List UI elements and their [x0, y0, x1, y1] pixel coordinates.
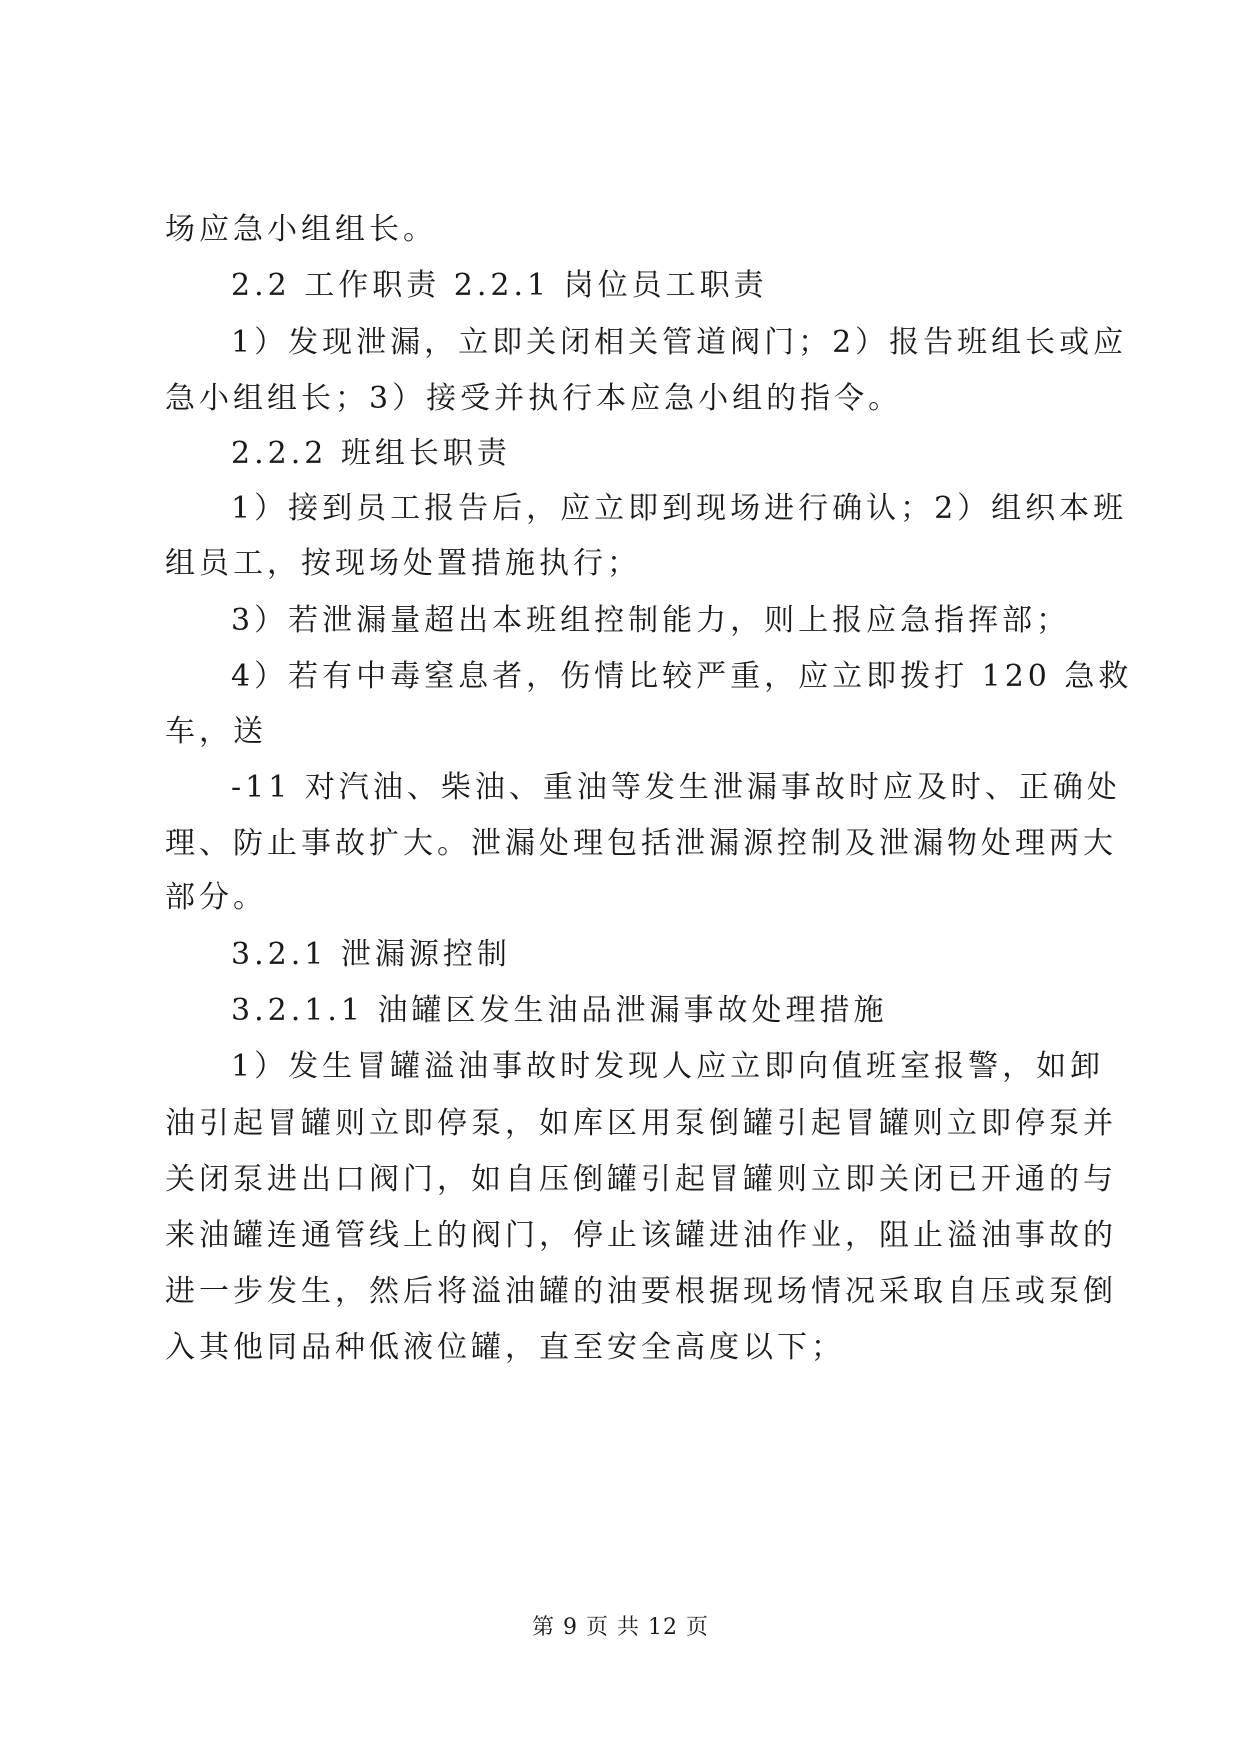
body-line-17: 油引起冒罐则立即停泵，如库区用泵倒罐引起冒罐则立即停泵并 — [165, 1106, 1117, 1141]
body-line-9: 4）若有中毒窒息者，伤情比较严重，应立即拨打 120 急救 — [231, 659, 1133, 694]
section-heading-2-2-2: 2.2.2 班组长职责 — [231, 436, 511, 471]
page-number-footer: 第 9 页 共 12 页 — [532, 1615, 709, 1640]
body-line-11: -11 对汽油、柴油、重油等发生泄漏事故时应及时、正确处 — [231, 770, 1121, 805]
body-line-8: 3）若泄漏量超出本班组控制能力，则上报应急指挥部； — [231, 603, 1071, 638]
body-line-19: 来油罐连通管线上的阀门，停止该罐进油作业，阻止溢油事故的 — [165, 1218, 1117, 1253]
section-heading-3-2-1-1: 3.2.1.1 油罐区发生油品泄漏事故处理措施 — [231, 993, 888, 1028]
body-line-16: 1）发生冒罐溢油事故时发现人应立即向值班室报警，如卸 — [231, 1049, 1105, 1084]
section-heading-2-2: 2.2 工作职责 2.2.1 岗位员工职责 — [231, 268, 768, 303]
body-line-12: 理、防止事故扩大。泄漏处理包括泄漏源控制及泄漏物处理两大 — [165, 826, 1117, 861]
body-line-18: 关闭泵进出口阀门，如自压倒罐引起冒罐则立即关闭已开通的与 — [165, 1162, 1117, 1197]
body-line-21: 入其他同品种低液位罐，直至安全高度以下； — [165, 1330, 845, 1365]
body-line-7: 组员工，按现场处置措施执行； — [165, 546, 641, 581]
section-heading-3-2-1: 3.2.1 泄漏源控制 — [231, 937, 511, 972]
body-line-6: 1）接到员工报告后，应立即到现场进行确认；2）组织本班 — [231, 491, 1128, 526]
body-line-20: 进一步发生，然后将溢油罐的油要根据现场情况采取自压或泵倒 — [165, 1274, 1117, 1309]
body-line-1: 场应急小组组长。 — [165, 212, 437, 247]
body-line-4: 急小组组长；3）接受并执行本应急小组的指令。 — [165, 381, 903, 416]
body-line-13: 部分。 — [165, 880, 267, 915]
body-line-10: 车，送 — [165, 714, 267, 749]
body-line-3: 1）发现泄漏，立即关闭相关管道阀门；2）报告班组长或应 — [231, 325, 1128, 360]
